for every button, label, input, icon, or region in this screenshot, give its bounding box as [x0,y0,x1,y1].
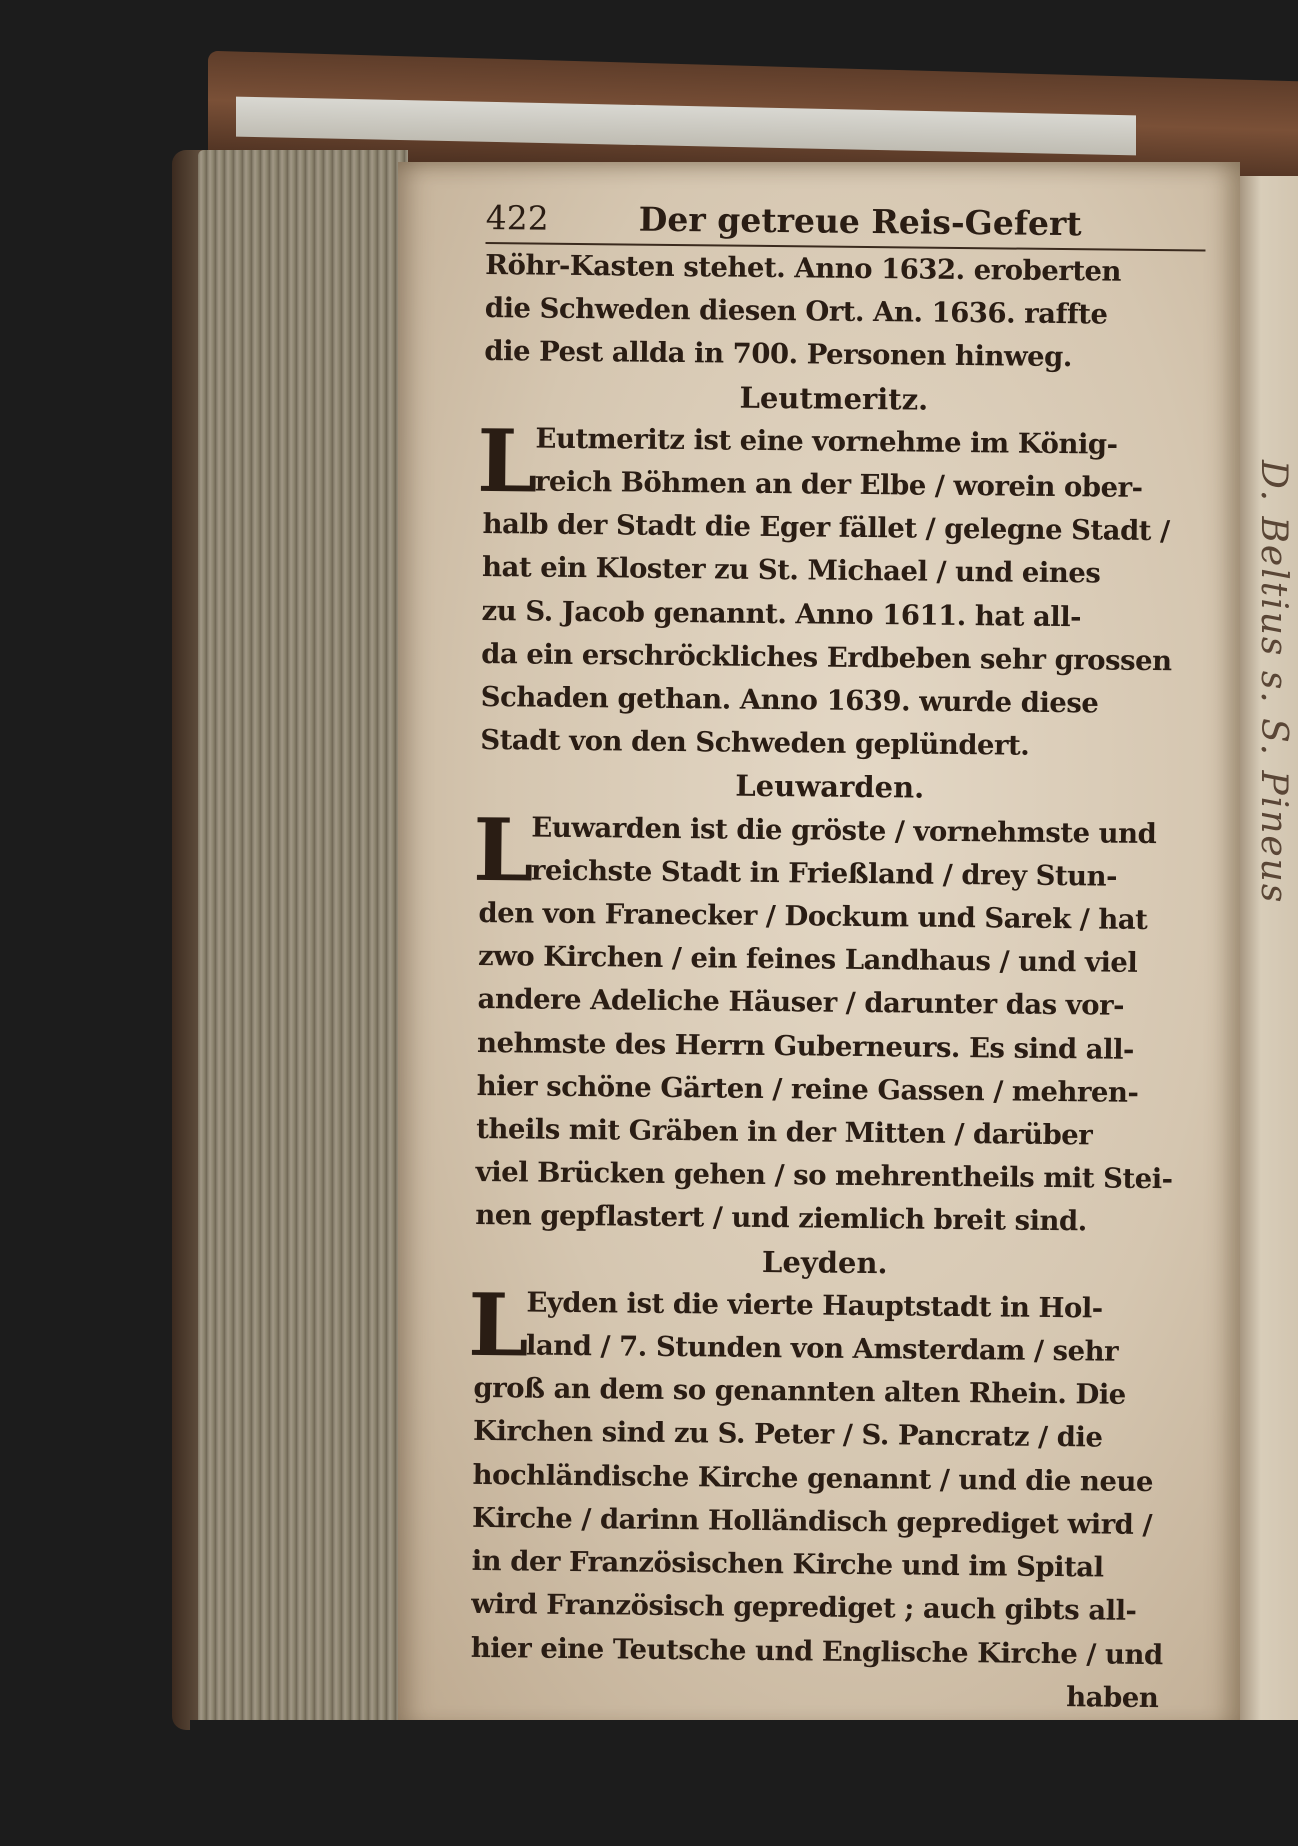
text-line: Kirche / darinn Holländisch geprediget wird / [471,1501,1153,1541]
text-line: hat ein Kloster zu St. Michael / und eines [481,551,1101,590]
text-line: land / 7. Stunden von Amsterdam / sehr [525,1329,1119,1368]
page-header [485,196,1205,252]
opening-paragraph [484,244,1209,381]
text-line: die Pest allda in 700. Personen hinweg. [484,335,1073,374]
text-line: den von Franecker / Dockum und Sarek / hat [478,897,1148,937]
text-line: Stadt von den Schweden geplündert. [480,724,1030,762]
text-line: hochländische Kirche genannt / und die neue [472,1458,1154,1498]
facing-page-handwriting: D. Beltius s. S. Pineus [1253,460,1294,905]
running-head: Der getreue Reis-Gefert [638,199,1082,244]
text-line: groß an dem so genannten alten Rhein. Die [473,1372,1126,1412]
text-line: reich Böhmen an der Elbe / worein ober- [534,465,1143,504]
background-surface [190,1720,1298,1846]
page-number: 422 [485,197,549,238]
page-text [467,196,1210,1720]
text-line: zwo Kirchen / ein feines Landhaus / und viel [477,940,1138,980]
text-line: reichste Stadt in Frießland / drey Stun- [530,854,1118,893]
text-line: in der Französischen Kirche und im Spital [471,1545,1104,1584]
text-line: Röhr-Kasten stehet. Anno 1632. eroberten [485,248,1122,288]
text-line: hier eine Teutsche und Englische Kirche / und [470,1631,1163,1671]
text-line: nen gepflastert / und ziemlich breit sind. [475,1199,1087,1238]
text-line: Schaden gethan. Anno 1639. wurde diese [480,681,1099,720]
drop-initial: L [467,1274,530,1377]
text-line: Kirchen sind zu S. Peter / S. Pancratz / die [472,1415,1103,1455]
text-line: wird Französisch geprediget ; auch gibts all- [471,1588,1137,1628]
text-line: viel Brücken gehen / so mehrentheils mit Stei- [475,1156,1173,1196]
text-line: zu S. Jacob genannt. Anno 1611. hat all- [481,594,1082,633]
text-line: Eyden ist die vierte Hauptstadt in Hol- [526,1286,1103,1325]
text-line: die Schweden diesen Ort. An. 1636. raffte [484,292,1108,331]
section-heading: Leyden. [761,1244,888,1280]
page-block-edges [198,150,408,1730]
drop-initial: L [476,410,539,513]
text-line: halb der Stadt die Eger fället / gelegne Stadt / [482,508,1170,548]
text-line: Eutmeritz ist eine vornehme im König- [535,422,1118,461]
text-line: andere Adeliche Häuser / darunter das vor- [477,983,1125,1023]
text-line: da ein erschröckliches Erdbeben sehr grossen [481,637,1172,678]
drop-initial: L [472,799,535,902]
section-paragraph [472,799,1203,1246]
text-line: theils mit Gräben in der Mitten / darüber [476,1113,1093,1152]
catchword: haben [1066,1680,1159,1714]
section-paragraph [476,410,1208,770]
text-line: nehmste des Herrn Guberneurs. Es sind all- [476,1026,1135,1066]
section-heading: Leutmeritz. [739,380,929,417]
section-paragraph [467,1274,1199,1677]
section-heading: Leuwarden. [735,769,925,806]
text-line: Euwarden ist die gröste / vornehmste und [531,811,1157,850]
text-line: hier schöne Gärten / reine Gassen / mehren- [476,1069,1139,1109]
